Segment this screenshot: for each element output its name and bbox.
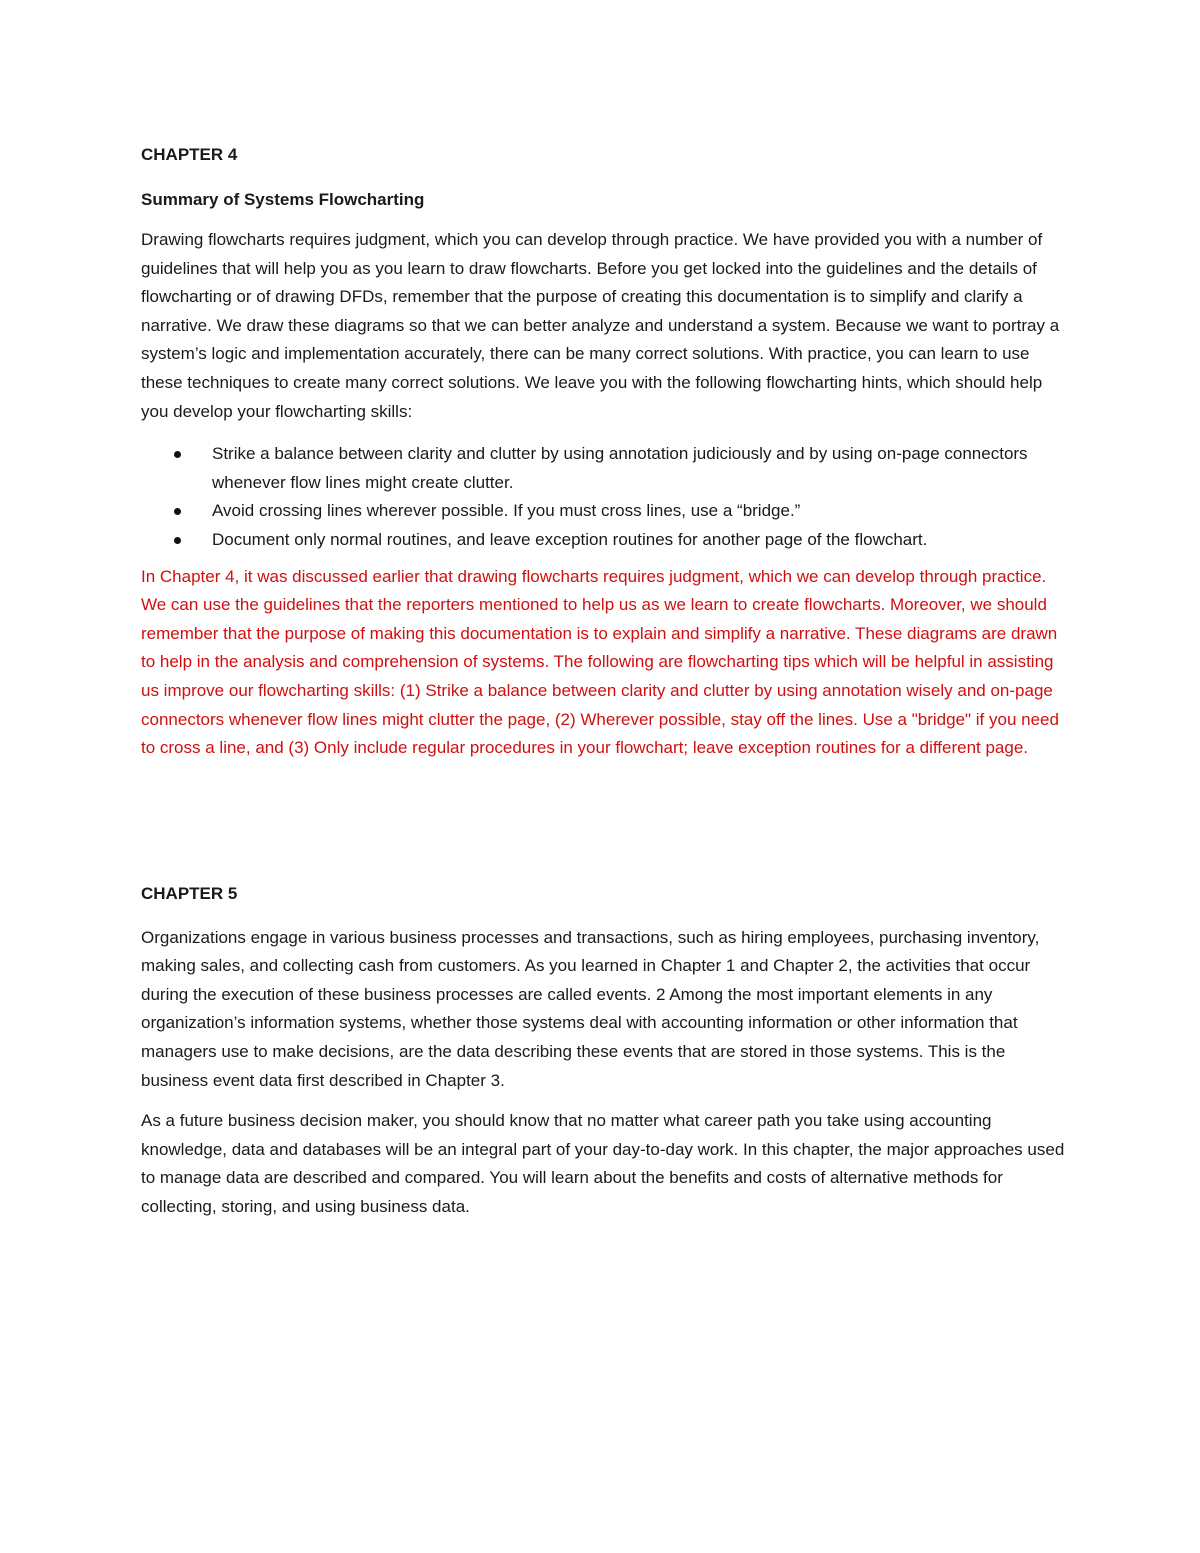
bullet-icon [174, 537, 181, 544]
list-item-text: Document only normal routines, and leave exception routines for another page of the flowchart. [212, 529, 928, 549]
chapter-4-paragraph: Drawing flowcharts requires judgment, which you can develop through practice. We have provided you with a number of guidelines that will help you as you learn to draw flowcharts. Before you get locked into the guidelines and the details of flowcharting or of drawing DFDs, remember that the purpose of creating this documentation is to simplify and clarify a narrative. We draw these diagrams so that we can better analyze and understand a system. Because we want to portray a system’s logic and implementation accurately, there can be many correct solutions. With practice, you can learn to use these techniques to create many correct solutions. We leave you with the following flowcharting hints, which should help you develop your flowcharting skills: [141, 230, 1060, 421]
list-item-text: Avoid crossing lines wherever possible. If you must cross lines, use a “bridge.” [212, 501, 801, 521]
list-item [141, 497, 1066, 526]
chapter-4-title: Summary of Systems Flowcharting [141, 190, 425, 209]
bullet-icon [174, 508, 181, 515]
chapter-5-paragraph-1: Organizations engage in various business processes and transactions, such as hiring employees, purchasing inventory, making sales, and collecting cash from customers. As you learned in Chapter 1 and Chapter 2, the activities that occur during the execution of these business processes are called events. 2 Among the most important elements in any organization’s information systems, whether those systems deal with accounting information or other information that managers use to make decisions, are the data describing these events that are stored in those systems. This is the business event data first described in Chapter 3. [141, 927, 1040, 1090]
chapter-4-heading: CHAPTER 4 [141, 145, 238, 164]
chapter-5-paragraph-2: As a future business decision maker, you should know that no matter what career path you take using accounting knowledge, data and databases will be an integral part of your day-to-day work. In this chapter, the major approaches used to manage data are described and compared. You will learn about the benefits and costs of alternative methods for collecting, storing, and using business data. [141, 1111, 1065, 1217]
list-item [141, 526, 1066, 555]
bullet-icon [174, 451, 181, 458]
chapter-5-heading: CHAPTER 5 [141, 883, 238, 903]
section-spacer [141, 775, 1066, 879]
document-page [141, 140, 1066, 1234]
chapter-4-summary: In Chapter 4, it was discussed earlier that drawing flowcharts requires judgment, which we can develop through practice. We can use the guidelines that the reporters mentioned to help us as we learn to create flowcharts. Moreover, we should remember that the purpose of making this documentation is to explain and simplify a narrative. These diagrams are drawn to help in the analysis and comprehension of systems. The following are flowcharting tips which will be helpful in assisting us improve our flowcharting skills: (1) Strike a balance between clarity and clutter by using annotation wisely and on-page connectors whenever flow lines might clutter the page, (2) Wherever possible, stay off the lines. Use a "bridge" if you need to cross a line, and (3) Only include regular procedures in your flowchart; leave exception routines for a different page. [141, 566, 1059, 758]
list-item [141, 440, 1066, 497]
list-item-text: Strike a balance between clarity and clutter by using annotation judiciously and by using on-page connectors whenever flow lines might create clutter. [212, 444, 1028, 492]
flowcharting-hints-list [141, 440, 1066, 554]
